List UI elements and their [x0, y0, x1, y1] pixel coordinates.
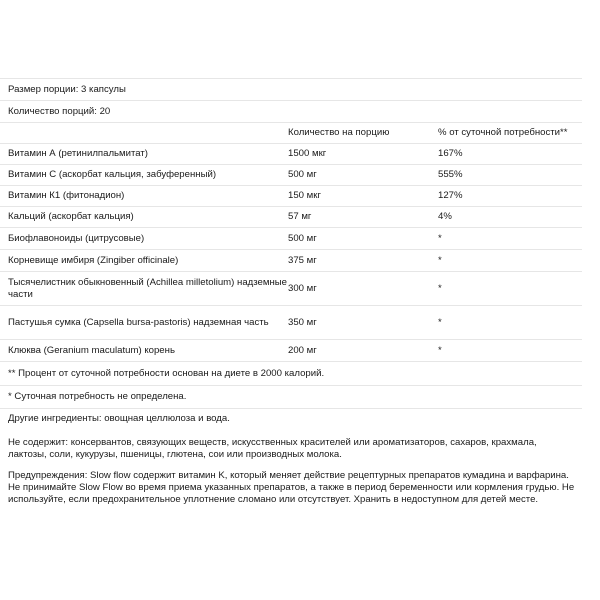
ingredient-amount: 500 мг	[288, 169, 317, 180]
ingredient-amount: 350 мг	[288, 316, 317, 328]
ingredient-dv: *	[438, 254, 442, 266]
ingredient-name: Корневище имбиря (Zingiber officinale)	[8, 254, 179, 266]
table-row	[0, 305, 582, 339]
header-daily-value: % от суточной потребности**	[438, 127, 568, 138]
warnings-block	[8, 470, 578, 506]
ingredient-amount: 200 мг	[288, 344, 317, 356]
table-row	[0, 227, 582, 249]
ingredient-amount: 1500 мкг	[288, 148, 327, 159]
ingredient-name: Витамин А (ретинилпальмитат)	[8, 148, 148, 159]
ingredient-name: Кальций (аскорбат кальция)	[8, 211, 134, 222]
header-amount: Количество на порцию	[288, 127, 390, 138]
table-row	[0, 271, 582, 305]
footnote-undefined: * Суточная потребность не определена.	[8, 391, 187, 402]
free-from: Не содержит: консервантов, связующих веществ, искусственных красителей или ароматизаторов, сахаров, крахмала, лактозы, соли, кукурузы, пшеницы, глютена, сои или производных молока.	[8, 437, 537, 460]
ingredient-name: Пастушья сумка (Capsella bursa-pastoris) надземная часть	[8, 316, 269, 328]
ingredient-amount: 500 мг	[288, 232, 317, 244]
ingredient-name: Клюква (Geranium maculatum) корень	[8, 344, 175, 356]
servings-per-container-row	[0, 100, 582, 122]
ingredient-dv: 555%	[438, 169, 463, 180]
table-row	[0, 143, 582, 164]
warnings: Предупреждения: Slow flow содержит витамин K, который меняет действие рецептурных препаратов кумадина и варфарина. Не принимайте Slow Flow во время приема указанных препаратов, а также в период беременности или кормления грудью. Не используйте, если предохранительное уплотнение сломано или отсутствует. Хранить в недоступном для детей месте.	[8, 470, 575, 505]
table-row	[0, 249, 582, 271]
serving-size-row	[0, 78, 582, 100]
table-row	[0, 185, 582, 206]
ingredient-amount: 150 мкг	[288, 190, 321, 201]
footnote-daily: ** Процент от суточной потребности основан на диете в 2000 калорий.	[8, 367, 325, 379]
table-row	[0, 164, 582, 185]
footnote-daily-row	[0, 361, 582, 385]
ingredient-dv: 4%	[438, 211, 452, 222]
ingredient-dv: *	[438, 232, 442, 244]
other-ingredients: Другие ингредиенты: овощная целлюлоза и вода.	[8, 413, 230, 424]
ingredient-name: Тысячелистник обыкновенный (Achillea milletolium) надземные части	[8, 276, 288, 300]
ingredient-name: Витамин С (аскорбат кальция, забуференный)	[8, 169, 217, 180]
other-ingredients-block	[8, 413, 578, 425]
servings-per-container: Количество порций: 20	[8, 105, 111, 117]
ingredient-amount: 375 мг	[288, 254, 317, 266]
ingredient-dv: *	[438, 316, 442, 328]
ingredient-amount: 300 мг	[288, 282, 317, 294]
ingredient-name: Биофлавоноиды (цитрусовые)	[8, 232, 145, 244]
ingredient-dv: 167%	[438, 148, 463, 159]
ingredient-dv: 127%	[438, 190, 463, 201]
footnote-undefined-row	[0, 385, 582, 409]
ingredient-amount: 57 мг	[288, 211, 312, 222]
table-row	[0, 339, 582, 361]
serving-size: Размер порции: 3 капсулы	[8, 83, 126, 95]
ingredient-dv: *	[438, 282, 442, 294]
ingredient-dv: *	[438, 344, 442, 356]
ingredient-name: Витамин К1 (фитонадион)	[8, 190, 125, 201]
free-from-block	[8, 437, 578, 461]
table-row	[0, 206, 582, 227]
supplement-facts-table	[0, 78, 582, 409]
table-header-row	[0, 122, 582, 143]
